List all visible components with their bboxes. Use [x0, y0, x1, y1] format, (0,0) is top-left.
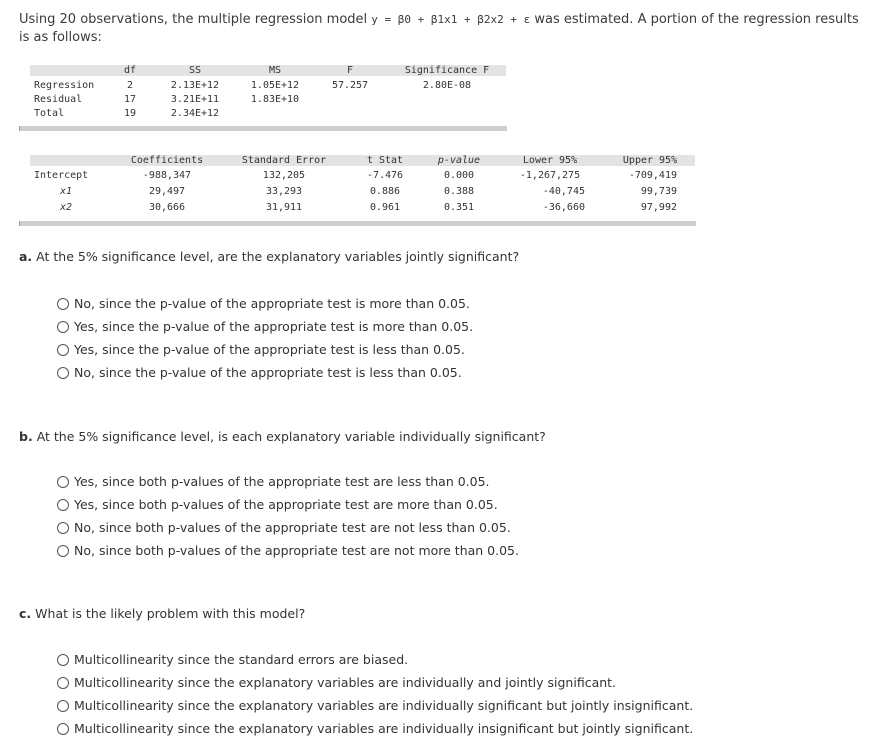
option-radio[interactable] — [57, 493, 519, 516]
anova-cell-ms: 1.83E+10 — [250, 94, 300, 105]
option-label[interactable]: Yes, since the p-value of the appropriate test is more than 0.05. — [74, 319, 474, 334]
coef-cell-t: -7.476 — [366, 170, 404, 181]
option-radio[interactable] — [57, 292, 473, 315]
option-radio[interactable] — [57, 648, 693, 671]
coef-header-p: p-value — [437, 155, 481, 166]
coef-cell-lower: -1,267,275 — [519, 170, 581, 181]
coef-cell-lower: -36,660 — [542, 202, 585, 213]
question-letter: a. — [19, 249, 33, 264]
intro-paragraph — [19, 11, 864, 47]
option-label[interactable]: Multicollinearity since the standard errors are biased. — [74, 652, 409, 667]
anova-cell-ss: 2.13E+12 — [170, 80, 220, 91]
coef-cell-t: 0.886 — [369, 186, 401, 197]
anova-cell-ss: 3.21E+11 — [170, 94, 220, 105]
coef-header-lower: Lower 95% — [522, 155, 578, 166]
option-label[interactable]: Multicollinearity since the explanatory variables are individually and jointly significant. — [74, 675, 617, 690]
option-label[interactable]: No, since the p-value of the appropriate test is less than 0.05. — [74, 365, 462, 380]
coef-cell-p: 0.351 — [443, 202, 475, 213]
question-b — [19, 429, 546, 444]
anova-cell-sigf: 2.80E-08 — [422, 80, 472, 91]
coef-row-label: x1 — [60, 186, 73, 197]
option-radio[interactable] — [57, 671, 693, 694]
anova-header-f: F — [346, 65, 354, 76]
anova-row-label: Total — [34, 108, 65, 119]
coef-cell-upper: 99,739 — [640, 186, 677, 197]
coef-cell-coef: -988,347 — [142, 170, 192, 181]
radio-icon[interactable] — [57, 545, 69, 557]
radio-icon[interactable] — [57, 723, 69, 735]
anova-header-ms: MS — [268, 65, 282, 76]
coef-header-se: Standard Error — [241, 155, 327, 166]
anova-header-sigf: Significance F — [404, 65, 490, 76]
radio-icon[interactable] — [57, 367, 69, 379]
coef-cell-coef: 30,666 — [148, 202, 186, 213]
coef-row-label: x2 — [60, 202, 73, 213]
question-a — [19, 249, 519, 264]
coef-cell-se: 33,293 — [265, 186, 303, 197]
option-label[interactable]: Multicollinearity since the explanatory variables are individually significant but jointly insignificant. — [74, 698, 694, 713]
coef-cell-se: 132,205 — [262, 170, 306, 181]
intro-text-before: Using 20 observations, the multiple regression model — [19, 12, 372, 27]
radio-icon[interactable] — [57, 298, 69, 310]
coef-cell-upper: -709,419 — [628, 170, 677, 181]
option-label[interactable]: Yes, since the p-value of the appropriate test is less than 0.05. — [74, 342, 465, 357]
anova-header-df: df — [123, 65, 137, 76]
question-c-options — [57, 648, 693, 740]
option-radio[interactable] — [57, 717, 693, 740]
option-radio[interactable] — [57, 516, 519, 539]
question-text: What is the likely problem with this model? — [35, 606, 306, 621]
anova-cell-ms: 1.05E+12 — [250, 80, 300, 91]
radio-icon[interactable] — [57, 700, 69, 712]
question-c — [19, 606, 305, 621]
anova-row-label: Residual — [34, 94, 83, 105]
question-letter: c. — [19, 606, 32, 621]
option-label[interactable]: Yes, since both p-values of the appropriate test are more than 0.05. — [74, 497, 498, 512]
option-radio[interactable] — [57, 470, 519, 493]
radio-icon[interactable] — [57, 522, 69, 534]
option-radio[interactable] — [57, 361, 473, 384]
coef-cell-se: 31,911 — [265, 202, 303, 213]
coef-cell-t: 0.961 — [369, 202, 401, 213]
coef-row-label: Intercept — [34, 170, 89, 181]
question-text: At the 5% significance level, is each explanatory variable individually significant? — [36, 429, 546, 444]
option-label[interactable]: No, since both p-values of the appropriate test are not less than 0.05. — [74, 520, 511, 535]
coef-cell-coef: 29,497 — [148, 186, 186, 197]
anova-cell-ss: 2.34E+12 — [170, 108, 220, 119]
anova-header-ss: SS — [188, 65, 202, 76]
coef-header-coef: Coefficients — [130, 155, 204, 166]
option-radio[interactable] — [57, 315, 473, 338]
radio-icon[interactable] — [57, 476, 69, 488]
anova-row-label: Regression — [34, 80, 95, 91]
option-radio[interactable] — [57, 694, 693, 717]
coef-cell-lower: -40,745 — [542, 186, 585, 197]
option-label[interactable]: No, since both p-values of the appropriate test are not more than 0.05. — [74, 543, 519, 558]
model-equation: y = β0 + β1x1 + β2x2 + ε — [371, 13, 531, 26]
anova-cell-f: 57.257 — [331, 80, 369, 91]
question-text: At the 5% significance level, are the explanatory variables jointly significant? — [36, 249, 520, 264]
coef-header-t: t Stat — [366, 155, 404, 166]
option-label[interactable]: No, since the p-value of the appropriate test is more than 0.05. — [74, 296, 470, 311]
coef-cell-p: 0.388 — [443, 186, 475, 197]
option-radio[interactable] — [57, 539, 519, 562]
anova-cell-df: 17 — [123, 94, 137, 105]
radio-icon[interactable] — [57, 654, 69, 666]
option-radio[interactable] — [57, 338, 473, 361]
radio-icon[interactable] — [57, 344, 69, 356]
radio-icon[interactable] — [57, 499, 69, 511]
intro-text-after: was estimated. A portion of the regression results is as follows: — [19, 12, 859, 45]
question-a-options — [57, 292, 473, 384]
radio-icon[interactable] — [57, 677, 69, 689]
radio-icon[interactable] — [57, 321, 69, 333]
anova-footer-band — [19, 126, 507, 131]
coef-cell-p: 0.000 — [443, 170, 475, 181]
question-letter: b. — [19, 429, 33, 444]
question-b-options — [57, 470, 519, 562]
anova-cell-df: 19 — [123, 108, 137, 119]
option-label[interactable]: Multicollinearity since the explanatory variables are individually insignificant but jointly significant. — [74, 721, 694, 736]
coef-header-upper: Upper 95% — [622, 155, 678, 166]
anova-cell-df: 2 — [126, 80, 134, 91]
coef-cell-upper: 97,992 — [640, 202, 677, 213]
coef-footer-band — [19, 221, 696, 226]
option-label[interactable]: Yes, since both p-values of the appropriate test are less than 0.05. — [74, 474, 490, 489]
